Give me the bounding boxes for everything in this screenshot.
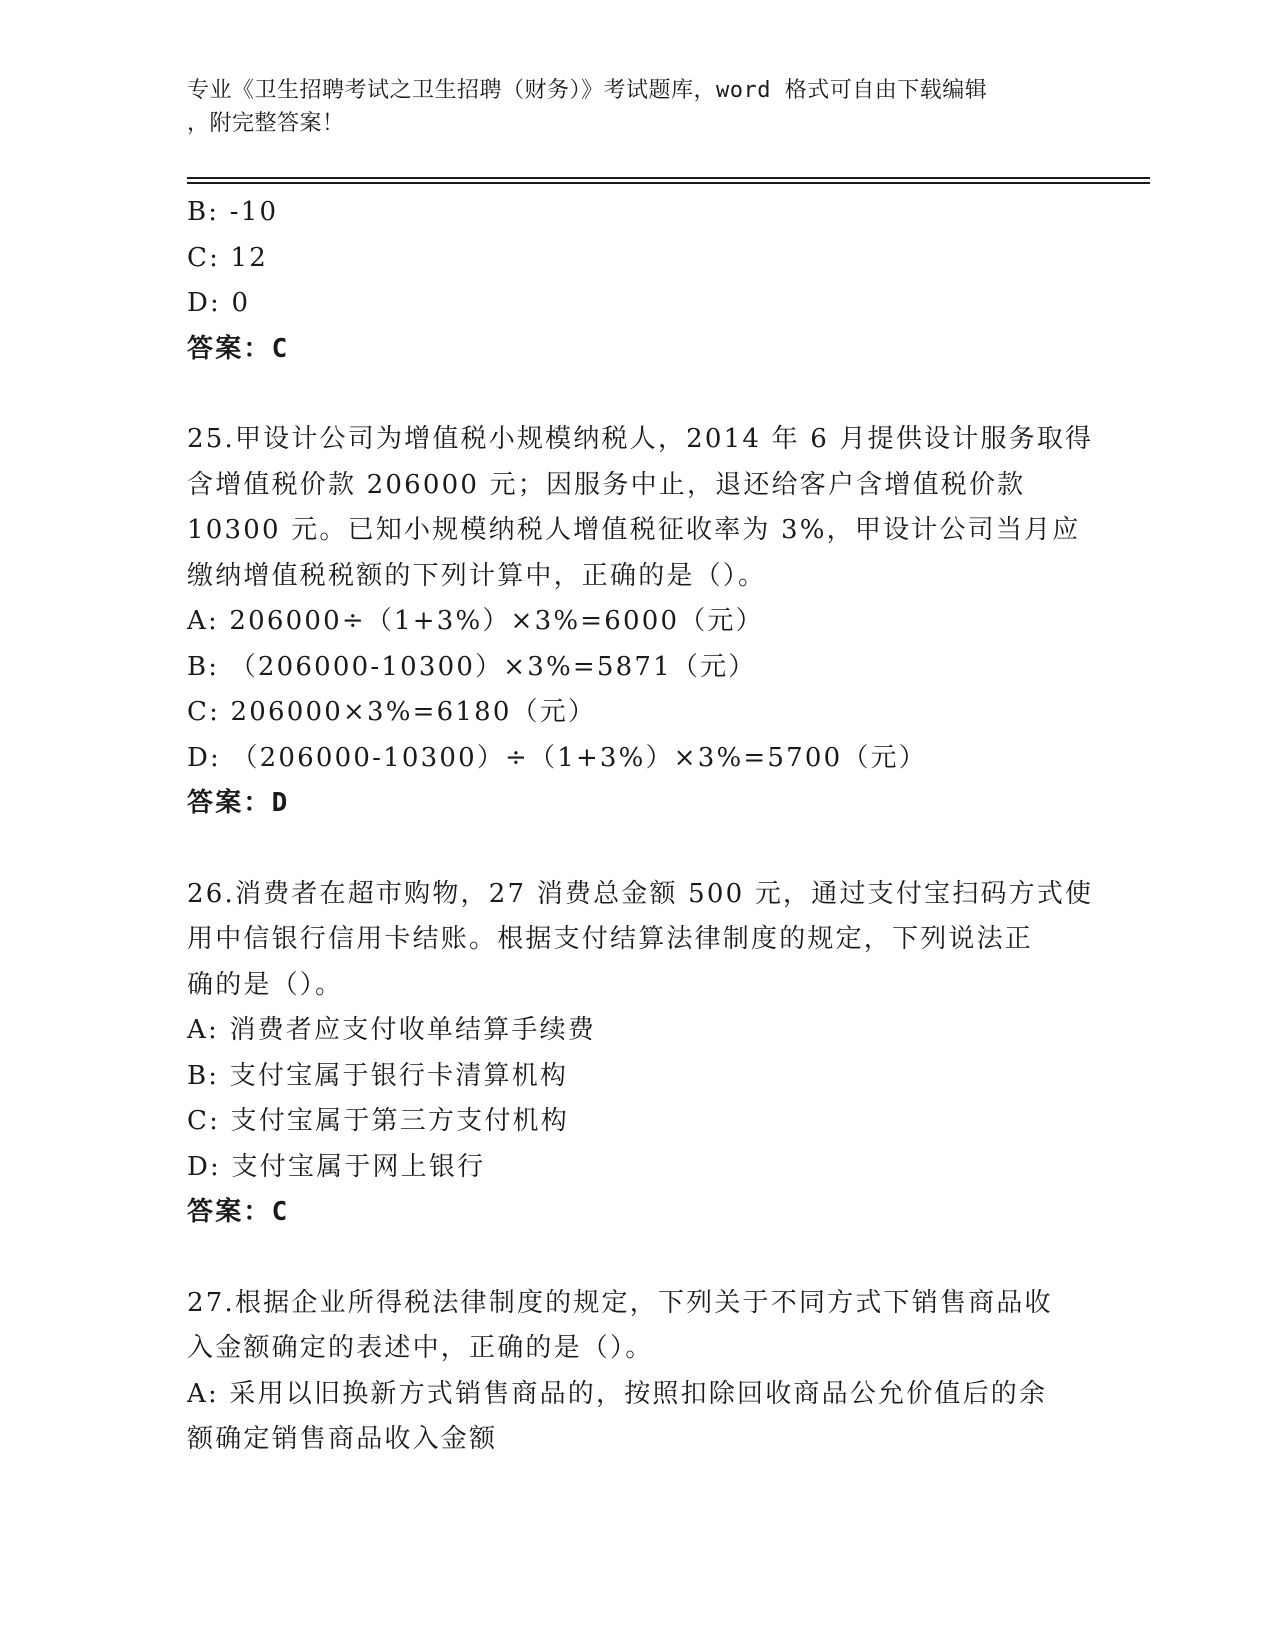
- option-a: A: 消费者应支付收单结算手续费: [187, 1015, 597, 1045]
- question-text-line: 10300 元。已知小规模纳税人增值税征收率为 3%，甲设计公司当月应: [187, 515, 1081, 545]
- question-text-line: 确的是（）。: [187, 969, 344, 1000]
- question-text-line: 用中信银行信用卡结账。根据支付结算法律制度的规定，下列说法正: [187, 924, 1034, 954]
- option-d: D: 支付宝属于网上银行: [187, 1151, 486, 1182]
- question-text-line: 入金额确定的表述中，正确的是（）。: [187, 1333, 654, 1363]
- answer-line: [187, 1190, 1087, 1236]
- option-c: C: 206000×3%=6180（元）: [187, 697, 597, 727]
- answer-line: [187, 327, 1087, 373]
- question-text-line: 25.甲设计公司为增值税小规模纳税人，2014 年 6 月提供设计服务取得: [187, 424, 1094, 454]
- question-text-line: 27.根据企业所得税法律制度的规定，下列关于不同方式下销售商品收: [187, 1287, 1053, 1318]
- option-a-continued: 额确定销售商品收入金额: [187, 1424, 498, 1454]
- question-27: [187, 1281, 1087, 1463]
- question-text-line: 缴纳增值税税额的下列计算中，正确的是（）。: [187, 560, 767, 591]
- question-25: [187, 417, 1094, 827]
- option-b: B: 支付宝属于银行卡清算机构: [187, 1060, 569, 1091]
- header-line-1: 专业《卫生招聘考试之卫生招聘（财务）》考试题库，word 格式可自由下载编辑: [187, 78, 988, 103]
- question-text-line: 26.消费者在超市购物，27 消费总金额 500 元，通过支付宝扫码方式使: [187, 878, 1094, 909]
- answer-label: 答案：: [187, 333, 272, 364]
- option-b: B: -10: [187, 197, 279, 227]
- answer-value: C: [271, 333, 290, 364]
- header-divider-top: [187, 177, 1150, 179]
- header-line-2: ，附完整答案！: [187, 111, 345, 136]
- prev-question-tail: [187, 190, 1087, 372]
- answer-label: 答案：: [187, 1197, 272, 1227]
- answer-value: D: [271, 788, 290, 818]
- option-a: A: 采用以旧换新方式销售商品的，按照扣除回收商品公允价值后的余: [187, 1378, 1048, 1409]
- question-text-line: 含增值税价款 206000 元；因服务中止，退还给客户含增值税价款: [187, 469, 1026, 500]
- option-d: D: 0: [187, 288, 251, 318]
- option-c: C: 支付宝属于第三方支付机构: [187, 1106, 569, 1136]
- answer-value: C: [271, 1197, 290, 1227]
- question-26: [187, 872, 1094, 1236]
- page-header: [187, 74, 1087, 140]
- answer-line: [187, 781, 1087, 827]
- option-a: A: 206000÷（1+3%）×3%=6000（元）: [187, 606, 764, 636]
- header-divider-bottom: [187, 182, 1150, 184]
- option-b: B: （206000-10300）×3%=5871（元）: [187, 651, 757, 682]
- option-d: D: （206000-10300）÷（1+3%）×3%=5700（元）: [187, 742, 927, 773]
- answer-label: 答案：: [187, 788, 272, 818]
- option-c: C: 12: [187, 242, 269, 273]
- document-body: [187, 190, 1094, 1463]
